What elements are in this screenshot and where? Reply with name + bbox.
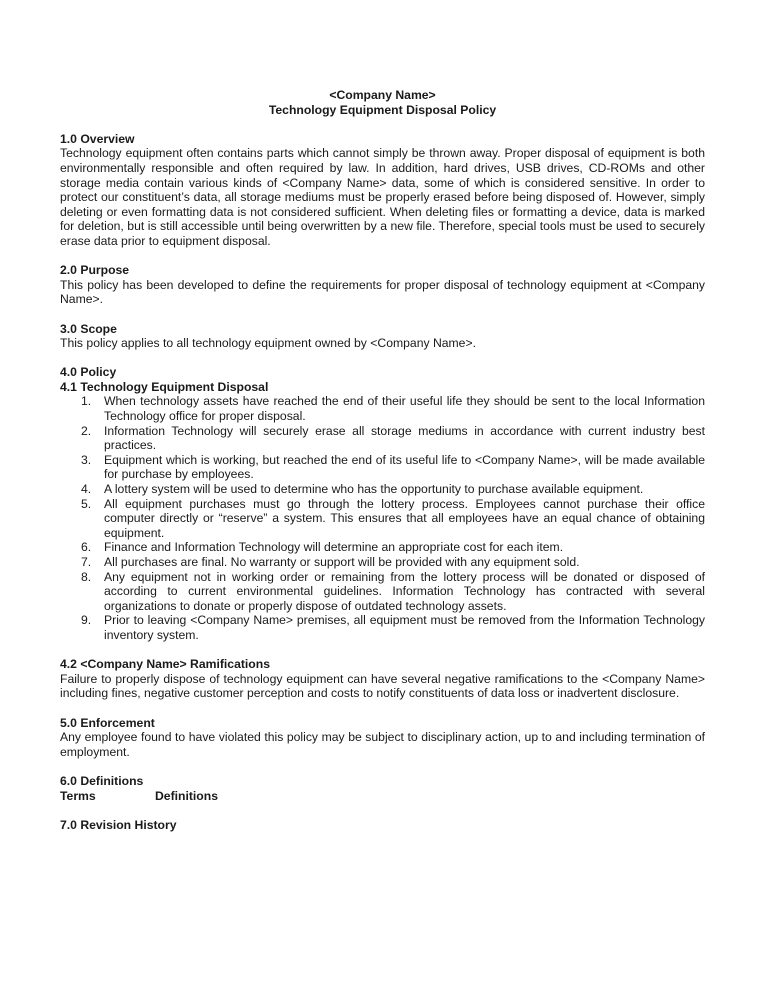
section-heading-definitions: 6.0 Definitions — [60, 773, 144, 788]
list-item-text: Information Technology will securely erase all storage mediums in accordance with current industry best practices. — [104, 423, 705, 453]
list-item-text: Equipment which is working, but reached the end of its useful life to <Company Name>, will be made available for purchase by employees. — [104, 452, 705, 482]
list-item — [60, 394, 705, 423]
list-item-text: Prior to leaving <Company Name> premises, all equipment must be removed from the Information Technology inventory system. — [104, 613, 705, 642]
section-heading-overview: 1.0 Overview — [60, 131, 135, 146]
list-item — [60, 540, 705, 555]
section-heading-revision-history: 7.0 Revision History — [60, 817, 177, 832]
list-item-number: 4. — [81, 482, 92, 497]
title-block — [60, 88, 705, 117]
section-heading-policy: 4.0 Policy — [60, 365, 117, 380]
list-item-text: All equipment purchases must go through the lottery process. Employees cannot purchase their office computer directly or “reserve” a system. This ensures that all employees have an equal chance of obtaining equipment. — [104, 496, 705, 540]
section-heading-scope: 3.0 Scope — [60, 321, 117, 336]
list-item — [60, 613, 705, 642]
scope-body: This policy applies to all technology equipment owned by <Company Name>. — [60, 336, 476, 351]
enforcement-body: Any employee found to have violated this policy may be subject to disciplinary action, up to and including termination of employment. — [60, 730, 705, 759]
list-item-number: 1. — [81, 394, 92, 409]
ramifications-body: Failure to properly dispose of technology equipment can have several negative ramifications to the <Company Name> including fines, negative customer perception and costs to notify constituents of data loss or inadvertent disclosure. — [60, 671, 705, 701]
disposal-list — [60, 394, 705, 642]
list-item-text: Finance and Information Technology will determine an appropriate cost for each item. — [104, 540, 564, 555]
list-item-number: 5. — [81, 496, 92, 511]
section-revision-history — [60, 818, 705, 833]
section-scope — [60, 322, 705, 351]
list-item-number: 7. — [81, 555, 92, 569]
subsection-heading-ramifications: 4.2 <Company Name> Ramifications — [60, 657, 270, 672]
definitions-column-terms: Terms — [60, 788, 96, 803]
list-item-number: 3. — [81, 452, 92, 467]
list-item — [60, 453, 705, 482]
list-item — [60, 424, 705, 453]
purpose-body: This policy has been developed to define the requirements for proper disposal of technology equipment at <Company Name>. — [60, 277, 705, 307]
section-heading-enforcement: 5.0 Enforcement — [60, 715, 155, 730]
list-item-number: 2. — [81, 423, 92, 438]
document-title: Technology Equipment Disposal Policy — [268, 102, 497, 117]
list-item-number: 6. — [81, 540, 92, 555]
list-item-text: When technology assets have reached the end of their useful life they should be sent to the local Information Technology office for proper disposal. — [104, 394, 705, 424]
section-heading-purpose: 2.0 Purpose — [60, 263, 130, 278]
section-enforcement — [60, 716, 705, 760]
overview-body: Technology equipment often contains parts which cannot simply be thrown away. Proper disposal of equipment is both environmentally responsible and often required by law. In addition, hard drives, USB drives, CD-ROMs and other storage media contain various kinds of <Company Name> data, some of which is considered sensitive. In order to protect our constituent’s data, all storage mediums must be properly erased before being disposed of. However, simply deleting or even formatting data is not considered sufficient. When deleting files or formatting a device, data is marked for deletion, but is still accessible until being overwritten by a new file. Therefore, special tools must be used to securely erase data prior to equipment disposal. — [60, 146, 705, 248]
list-item — [60, 482, 705, 497]
list-item-number: 9. — [81, 613, 92, 628]
list-item-text: Any equipment not in working order or remaining from the lottery process will be donated or disposed of according to current environmental guidelines. Information Technology has contracted with several organizations to donate or properly dispose of outdated technology assets. — [104, 569, 705, 613]
subsection-heading-disposal: 4.1 Technology Equipment Disposal — [60, 379, 269, 394]
section-policy — [60, 365, 705, 642]
list-item-number: 8. — [81, 569, 92, 584]
section-overview — [60, 132, 705, 249]
section-definitions — [60, 774, 705, 803]
list-item — [60, 497, 705, 541]
document-page — [60, 88, 705, 847]
section-ramifications — [60, 657, 705, 701]
definitions-column-definitions: Definitions — [155, 788, 218, 803]
list-item-text: All purchases are final. No warranty or support will be provided with any equipment sold. — [104, 555, 580, 569]
company-name-title: <Company Name> — [329, 88, 436, 102]
list-item — [60, 555, 705, 570]
section-purpose — [60, 263, 705, 307]
list-item-text: A lottery system will be used to determine who has the opportunity to purchase available equipment. — [104, 482, 644, 497]
definitions-table-header — [60, 789, 705, 804]
list-item — [60, 570, 705, 614]
